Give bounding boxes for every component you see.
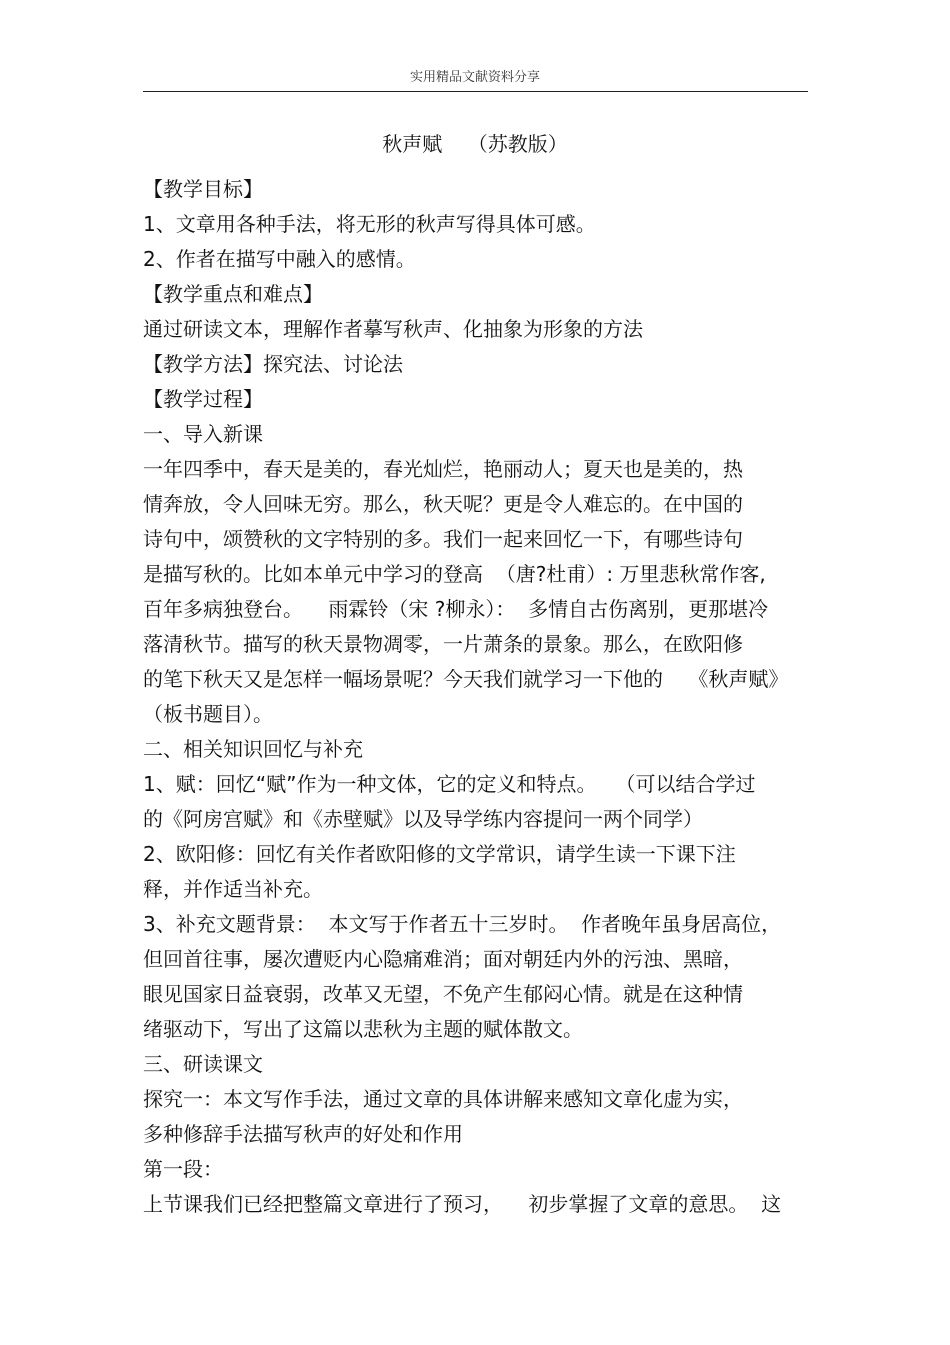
paragraph-label: 第一段： [143,1157,223,1181]
objective-item-2: 2、作者在描写中融入的感情。 [143,247,416,271]
subsection-heading-knowledge: 二、相关知识回忆与补充 [143,737,363,761]
section-heading-methods: 【教学方法】探究法、讨论法 [143,352,403,376]
paragraph-line: 1、赋：回忆“赋”作为一种文体，它的定义和特点。 （可以结合学过 [143,772,756,796]
document-body [143,172,813,1222]
section-heading-objectives: 【教学目标】 [143,177,263,201]
paragraph-line: （板书题目）。 [143,702,273,726]
objective-item-1: 1、文章用各种手法，将无形的秋声写得具体可感。 [143,212,596,236]
paragraph-line: 是描写秋的。比如本单元中学习的登高 （唐?杜甫）: 万里悲秋常作客, [143,562,766,586]
paragraph-line: 的《阿房宫赋》和《赤壁赋》以及导学练内容提问一两个同学） [143,807,703,831]
paragraph-line: 情奔放，令人回味无穷。那么，秋天呢？更是令人难忘的。在中国的 [143,492,743,516]
paragraph-line: 上节课我们已经把整篇文章进行了预习， 初步掌握了文章的意思。 这 [143,1192,782,1216]
paragraph-line: 3、补充文题背景： 本文写于作者五十三岁时。 作者晚年虽身居高位， [143,912,782,936]
paragraph-line: 多种修辞手法描写秋声的好处和作用 [143,1122,463,1146]
key-points-text: 通过研读文本，理解作者摹写秋声、化抽象为形象的方法 [143,317,643,341]
paragraph-line: 的笔下秋天又是怎样一幅场景呢？今天我们就学习一下他的 《秋声赋》 [143,667,789,691]
paragraph-line: 眼见国家日益衰弱，改革又无望，不免产生郁闷心情。就是在这种情 [143,982,743,1006]
subsection-heading-study: 三、研读课文 [143,1052,263,1076]
paragraph-line: 但回首往事，屡次遭贬内心隐痛难消；面对朝廷内外的污浊、黑暗， [143,947,743,971]
section-heading-key-points: 【教学重点和难点】 [143,282,323,306]
subsection-heading-intro: 一、导入新课 [143,422,263,446]
paragraph-line: 2、欧阳修：回忆有关作者欧阳修的文学常识，请学生读一下课下注 [143,842,736,866]
paragraph-line: 释，并作适当补充。 [143,877,323,901]
page-header: 实用精品文献资料分享 [409,70,540,85]
paragraph-line: 探究一：本文写作手法，通过文章的具体讲解来感知文章化虚为实， [143,1087,743,1111]
section-heading-process: 【教学过程】 [143,387,263,411]
paragraph-line: 一年四季中，春天是美的，春光灿烂，艳丽动人；夏天也是美的，热 [143,457,743,481]
paragraph-line: 落清秋节。描写的秋天景物凋零，一片萧条的景象。那么，在欧阳修 [143,632,743,656]
paragraph-line: 绪驱动下，写出了这篇以悲秋为主题的赋体散文。 [143,1017,583,1041]
paragraph-line: 诗句中，颂赞秋的文字特别的多。我们一起来回忆一下，有哪些诗句 [143,527,743,551]
paragraph-line: 百年多病独登台。 雨霖铃（宋 ?柳永）： 多情自古伤离别，更那堪冷 [143,597,769,621]
header-divider [143,91,808,92]
document-title: 秋声赋 （苏教版） [382,132,568,156]
